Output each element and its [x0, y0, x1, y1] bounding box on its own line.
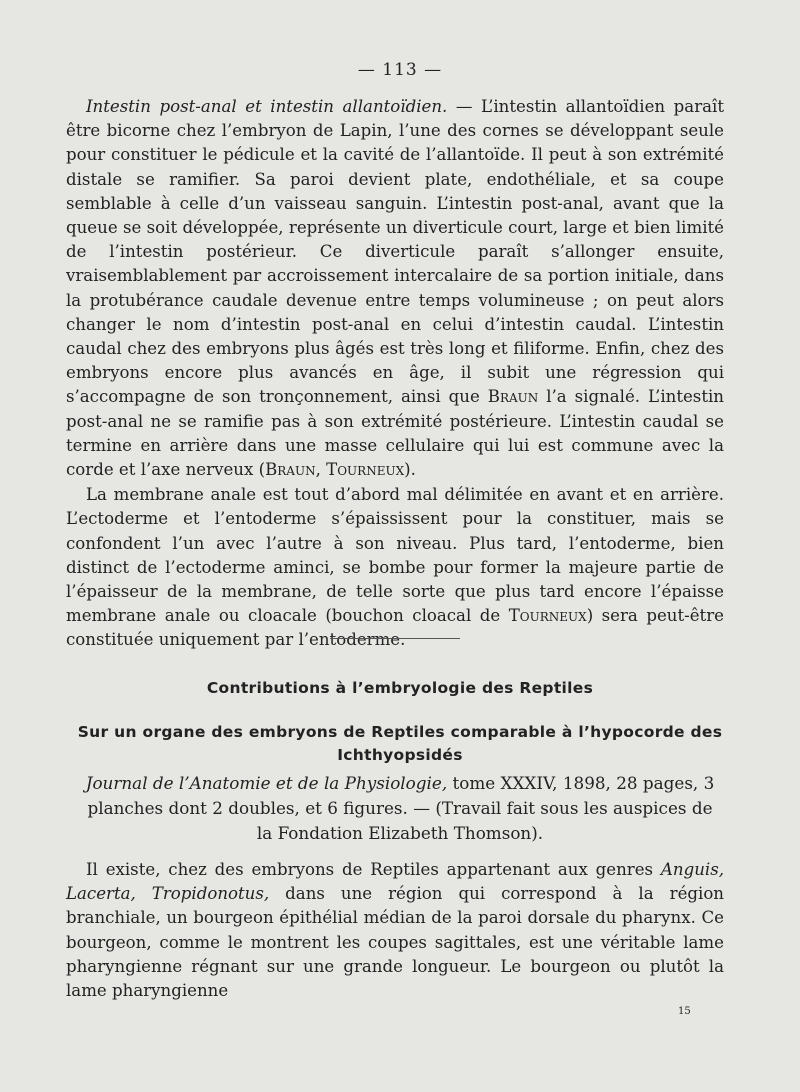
section-reptiles: [66, 858, 724, 1003]
author-name: Braun: [487, 387, 539, 407]
text-run: Il existe, chez des embryons de Reptiles appartenant aux genres: [86, 860, 661, 879]
text-run: l’a signalé. L’intestin post-anal ne se ramifie pas à son extrémité postérieure. L’intestin caudal se termine en arrière dans une masse cellulaire qui lui est commune avec la corde et l’axe nerveux (: [66, 387, 724, 480]
text-run: ).: [404, 460, 416, 480]
article-title: Sur un organe des embryons de Reptiles comparable à l’hypocorde des Ichthyopsidés: [77, 723, 723, 764]
paragraph-title: Intestin post-anal et intestin allantoïdien.: [86, 97, 448, 116]
journal-name: Journal de l’Anatomie et de la Physiologie,: [85, 773, 448, 793]
signature-mark: 15: [678, 1006, 691, 1017]
author-name: Braun: [265, 460, 316, 480]
section-intestin: [66, 95, 724, 653]
section-heading: Contributions à l’embryologie des Reptiles: [206, 679, 594, 697]
text-run: ,: [315, 460, 327, 480]
text-run: dans une région qui correspond à la région branchiale, un bourgeon épithélial médian de la paroi dorsale du pharynx. Ce bourgeon, comme le montrent les coupes sagittales, est une véritable lame pharyngienne régnant sur une grande longueur. Le bourgeon ou plutôt la lame pharyngienne: [66, 884, 724, 1001]
author-name: Tourneux: [326, 460, 405, 480]
text-run: ) sera peut-être constituée uniquement par l’entoderme.: [66, 606, 724, 650]
text-run: La membrane anale est tout d’abord mal délimitée en avant et en arrière. L’ectoderme et l’entoderme s’épaississent pour la constituer, mais se confondent l’un avec l’autre à son niveau. Plus tard, l’entoderme, bien distinct de l’ectoderme aminci, se bombe pour former la majeure partie de l’épaisseur de la membrane, de telle sorte que plus tard encore l’épaisse membrane anale ou cloacale (bouchon cloacal de: [66, 485, 724, 626]
paragraph-intestin: [66, 95, 724, 482]
citation: [80, 771, 720, 846]
citation-details: tome XXXIV, 1898, 28 pages, 3 planches dont 2 doubles, et 6 figures. — (Travail fait sous les auspices de la Fondation Elizabeth Thomson).: [87, 773, 715, 843]
paragraph-reptiles: [66, 858, 724, 1003]
section-divider: [330, 638, 460, 639]
paragraph-membrane-anale: [66, 483, 724, 652]
author-name: Tourneux: [508, 606, 587, 626]
text-run: — L’intestin allantoïdien paraît être bicorne chez l’embryon de Lapin, l’une des cornes se développant seule pour constituer le pédicule et la cavité de l’allantoïde. Il peut à son extrémité distale se ramifier. Sa paroi devient plate, endothéliale, et sa coupe semblable à celle d’un vaisseau sanguin. L’intestin post-anal, avant que la queue se soit développée, représente un diverticule court, large et bien limité de l’intestin postérieur. Ce diverticule paraît s’allonger ensuite, vraisemblablement par accroissement intercalaire de sa portion initiale, dans la protubérance caudale devenue entre temps volumineuse ; on peut alors changer le nom d’intestin post-anal en celui d’intestin caudal. L’intestin caudal chez des embryons plus âgés est très long et filiforme. Enfin, chez des embryons encore plus avancés en âge, il subit une régression qui s’accompagne de son tronçonnement, ainsi que: [66, 97, 724, 407]
page-number: — 113 —: [357, 60, 443, 80]
genera-names: Anguis, Lacerta, Tropidonotus,: [66, 860, 724, 904]
